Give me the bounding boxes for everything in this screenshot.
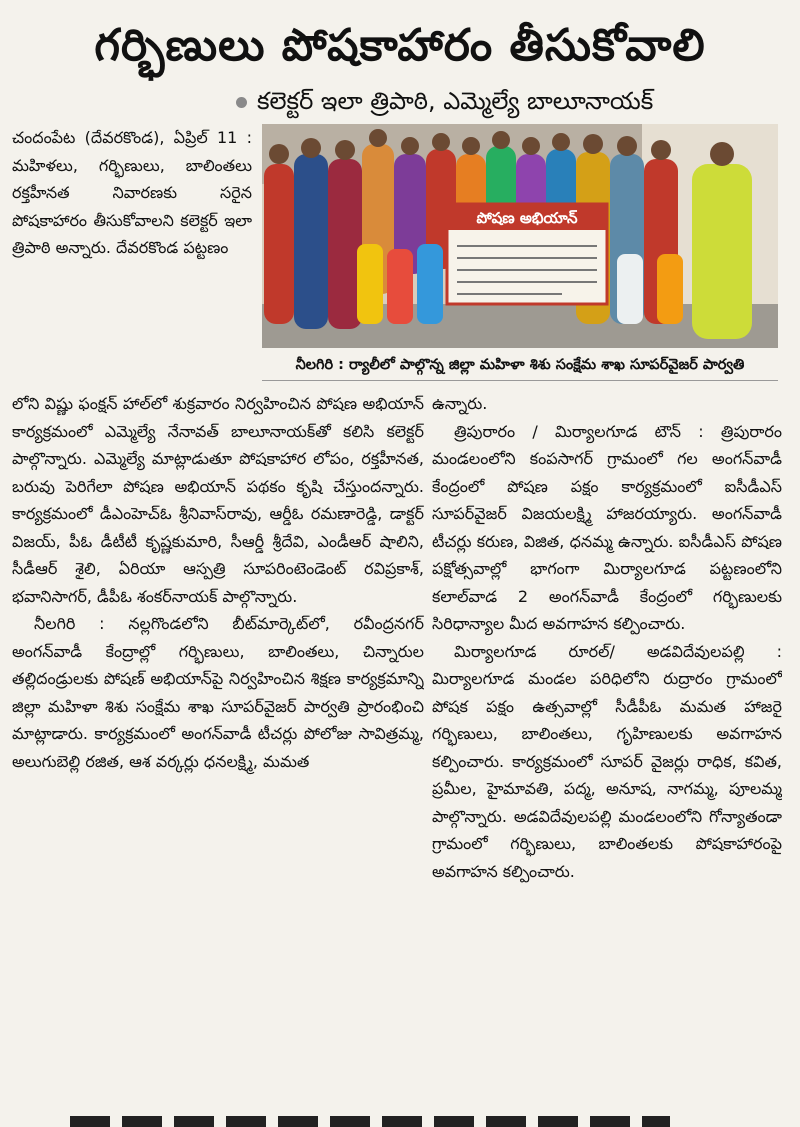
subheadline	[236, 82, 786, 120]
paragraph: నీలగిరి : నల్లగొండలోని బీట్‌మార్కెట్‌లో, రవీంద్రనగర్ అంగన్‌వాడీ కేంద్రాల్లో గర్భిణులు, బాలింతలు, చిన్నారుల తల్లిదండ్రులకు పోషణ్ అభియాన్‌పై నిర్వహించిన శిక్షణ కార్యక్రమాన్ని జిల్లా మహిళా శిశు సంక్షేమ శాఖ సూపర్‌వైజర్ పార్వతి ప్రారంభించి మాట్లాడారు. కార్యక్రమంలో అంగన్‌వాడీ టీచర్లు పోలోజు సావిత్రమ్మ, అలుగుబెల్లి రజిత, ఆశ వర్కర్లు ధనలక్ష్మి, మమత	[12, 614, 424, 771]
photo-caption: నీలగిరి : ర్యాలీలో పాల్గొన్న జిల్లా మహిళా శిశు సంక్షేమ శాఖ సూపర్‌వైజర్ పార్వతి	[262, 350, 778, 381]
article-column-left-top	[12, 124, 252, 388]
paragraph: త్రిపురారం / మిర్యాలగూడ టౌన్ : త్రిపురారం మండలంలోని కంపసాగర్ గ్రామంలో గల అంగన్‌వాడీ కేంద్రంలో పోషణ పక్షం కార్యక్రమంలో ఐసీడీఎస్ సూపర్‌వైజర్ విజయలక్ష్మి హాజరయ్యారు. అంగన్‌వాడీ టీచర్లు కరుణ, విజిత, ధనమ్మ ఉన్నారు. ఐసీడీఎస్ పోషణ పక్షోత్సవాల్లో భాగంగా మిర్యాలగూడ పట్టణంలోని కలాల్‌వాడ 2 అంగన్‌వాడీ కేంద్రంలో గర్భిణులకు సిరిధాన్యాల మీద అవగాహన కల్పించారు.	[432, 421, 782, 633]
bullet-icon	[236, 97, 247, 108]
headline: గర్భిణులు పోషకాహారం తీసుకోవాలి	[94, 20, 706, 71]
next-article-headline-cut	[0, 1098, 800, 1127]
paragraph: ఉన్నారు.	[432, 394, 488, 413]
news-photo	[262, 124, 778, 348]
paragraph: చందంపేట (దేవరకొండ), ఏప్రిల్ 11 : మహిళలు, గర్భిణులు, బాలింతలు రక్తహీనత నివారణకు సరైన పోషకాహారం తీసుకోవాలని కలెక్టర్ ఇలా త్రిపాఠి అన్నారు. దేవరకొండ పట్టణం	[12, 128, 252, 257]
banner-text: పోషణ అభియాన్	[476, 209, 578, 227]
cut-text-strip	[70, 1116, 670, 1127]
paragraph: లోని విష్ణు ఫంక్షన్ హాల్‌లో శుక్రవారం నిర్వహించిన పోషణ అభియాన్ కార్యక్రమంలో ఎమ్మెల్యే నేనావత్ బాలూనాయక్‌తో కలిసి కలెక్టర్ పాల్గొన్నారు. ఎమ్మెల్యే మాట్లాడుతూ పోషకాహార లోపం, రక్తహీనత, బరువు పెరిగేలా పోషణ అభియాన్ పథకం కృషి చేస్తుందన్నారు. కార్యక్రమంలో డీఎంహెచ్‌ఓ శ్రీనివాస్‌రావు, ఆర్డీఓ రమణారెడ్డి, డాక్టర్ విజయ్, పీఓ డీటీటీ కృష్ణకుమారి, సీఆర్డీ శ్రీదేవి, ఎండీఆర్ షాలిని, సీడీఆర్ శైలి, ఏరియా ఆస్పత్రి సూపరింటెండెంట్ రవిప్రకాశ్, భవానిసాగర్, డీపీఓ శంకర్‌నాయక్ పాల్గొన్నారు.	[12, 394, 424, 606]
paragraph: మిర్యాలగూడ రూరల్/ అడవిదేవులపల్లి : మిర్యాలగూడ మండల పరిధిలోని రుద్రారం గ్రామంలో పోషక పక్షం ఉత్సవాల్లో సీడీపీఓ మమత హాజరై గర్భిణులు, బాలింతలు, గృహిణులకు అవగాహన కల్పించారు. కార్యక్రమంలో సూపర్ వైజర్లు రాధిక, కవిత, ప్రమీల, హైమావతి, పద్మ, అనూష, నాగమ్మ, పూలమ్మ పాల్గొన్నారు. అడవిదేవులపల్లి మండలంలోని గోన్యాతండా గ్రామంలో గర్భిణులు, బాలింతలకు పోషకాహారంపై అవగాహన కల్పించారు.	[432, 641, 782, 881]
article-column-right	[432, 390, 782, 1096]
subheadline-text: కలెక్టర్ ఇలా త్రిపాఠి, ఎమ్మెల్యే బాలూనాయక్	[257, 87, 654, 115]
article-column-left	[12, 390, 424, 1096]
